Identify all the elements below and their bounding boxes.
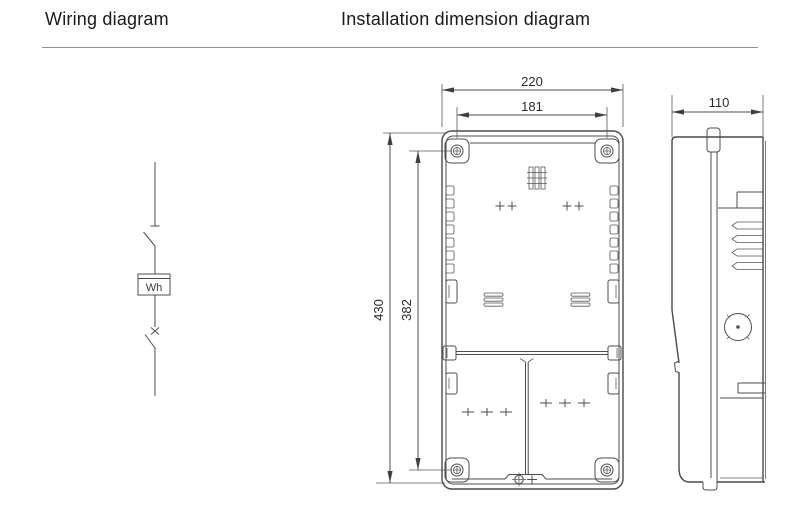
vent-bar [571, 303, 590, 306]
wiring-diagram-title: Wiring diagram [45, 9, 169, 29]
meter-symbol [138, 274, 170, 295]
arrowhead-right [751, 109, 763, 114]
hanging-slot-knockout [527, 167, 547, 189]
slot [446, 238, 454, 247]
wiring-schematic [138, 162, 170, 396]
slot [446, 225, 454, 234]
arrowhead-left [442, 87, 454, 92]
fin [732, 249, 763, 256]
switch-blade-bottom [145, 335, 155, 349]
enclosure-outer-outline [442, 131, 623, 489]
divider-rail [443, 346, 621, 360]
lower-terminal-block [738, 383, 765, 393]
arrowhead-bottom [415, 458, 420, 470]
slot [610, 251, 618, 260]
vent-bar [484, 303, 503, 306]
front-view [442, 131, 623, 489]
meter-label: Wh [145, 282, 163, 294]
switch-blade-top [144, 232, 156, 246]
knockout-center-dot [736, 325, 740, 329]
installation-diagram-title: Installation dimension diagram [341, 9, 591, 29]
slot [610, 264, 618, 273]
cable-gland-knockout [725, 314, 752, 341]
dimension-110 [672, 95, 763, 137]
bottom-foot [703, 478, 717, 490]
lower-left-cross-markers [462, 408, 512, 416]
vertical-divider-flare [520, 359, 534, 363]
cover-split-lines [711, 152, 717, 478]
large-slot [608, 280, 619, 303]
arrowhead-right [611, 87, 623, 92]
dim-label-mounting-height: 382 [399, 299, 414, 321]
large-slot-lower [608, 373, 619, 394]
large-slot [446, 280, 457, 303]
fin [732, 236, 763, 243]
slot [610, 199, 618, 208]
arrowhead-top [387, 133, 392, 145]
vent-bar [571, 293, 590, 296]
fin [732, 222, 763, 229]
large-slot-lower [446, 373, 457, 394]
slot [446, 199, 454, 208]
slot [446, 186, 454, 195]
arrowhead-left [672, 109, 684, 114]
knockout-hatch [527, 173, 547, 184]
divider-rail-lines [456, 352, 608, 355]
dim-label-overall-width: 220 [521, 74, 543, 89]
upper-left-cross-markers [496, 202, 517, 211]
dim-label-mounting-width: 181 [521, 99, 543, 114]
hanging-hook-tab [707, 128, 720, 152]
front-cover-edge [672, 137, 679, 363]
vertical-divider [520, 359, 534, 476]
arrowhead-top [415, 151, 420, 163]
dim-label-depth: 110 [708, 95, 730, 110]
arrowhead-right [595, 112, 607, 117]
vent-bar [484, 298, 503, 301]
slot [610, 238, 618, 247]
upper-right-cross-markers [563, 202, 584, 211]
slot [446, 212, 454, 221]
fixing-tab-cross [527, 476, 537, 484]
slot [446, 264, 454, 273]
side-view [672, 95, 766, 490]
vent-bar [571, 298, 590, 301]
mounting-screw-bottom-right [595, 458, 619, 482]
fin [732, 263, 763, 270]
vent-grille-right [571, 293, 590, 306]
vent-grille-left [484, 293, 503, 306]
slot [610, 225, 618, 234]
x-mark [151, 328, 159, 335]
left-wall-slots [446, 186, 457, 394]
cooling-fins [732, 222, 763, 270]
right-wall-slots [608, 186, 619, 394]
slot [446, 251, 454, 260]
slot [610, 212, 618, 221]
front-cover-lower-edge [679, 372, 703, 482]
slot [610, 186, 618, 195]
rail-clip-left [443, 346, 456, 360]
lower-right-cross-markers [540, 399, 590, 407]
dimension-181 [457, 99, 607, 138]
dim-label-overall-height: 430 [371, 299, 386, 321]
vertical-divider-lines [526, 362, 529, 475]
arrowhead-left [457, 112, 469, 117]
vent-bar [484, 293, 503, 296]
arrowhead-bottom [387, 471, 392, 483]
mounting-screw-top-right [595, 139, 619, 163]
upper-terminal-block [718, 192, 763, 208]
enclosure-inner-outline [446, 136, 619, 484]
dimension-382 [399, 151, 452, 470]
